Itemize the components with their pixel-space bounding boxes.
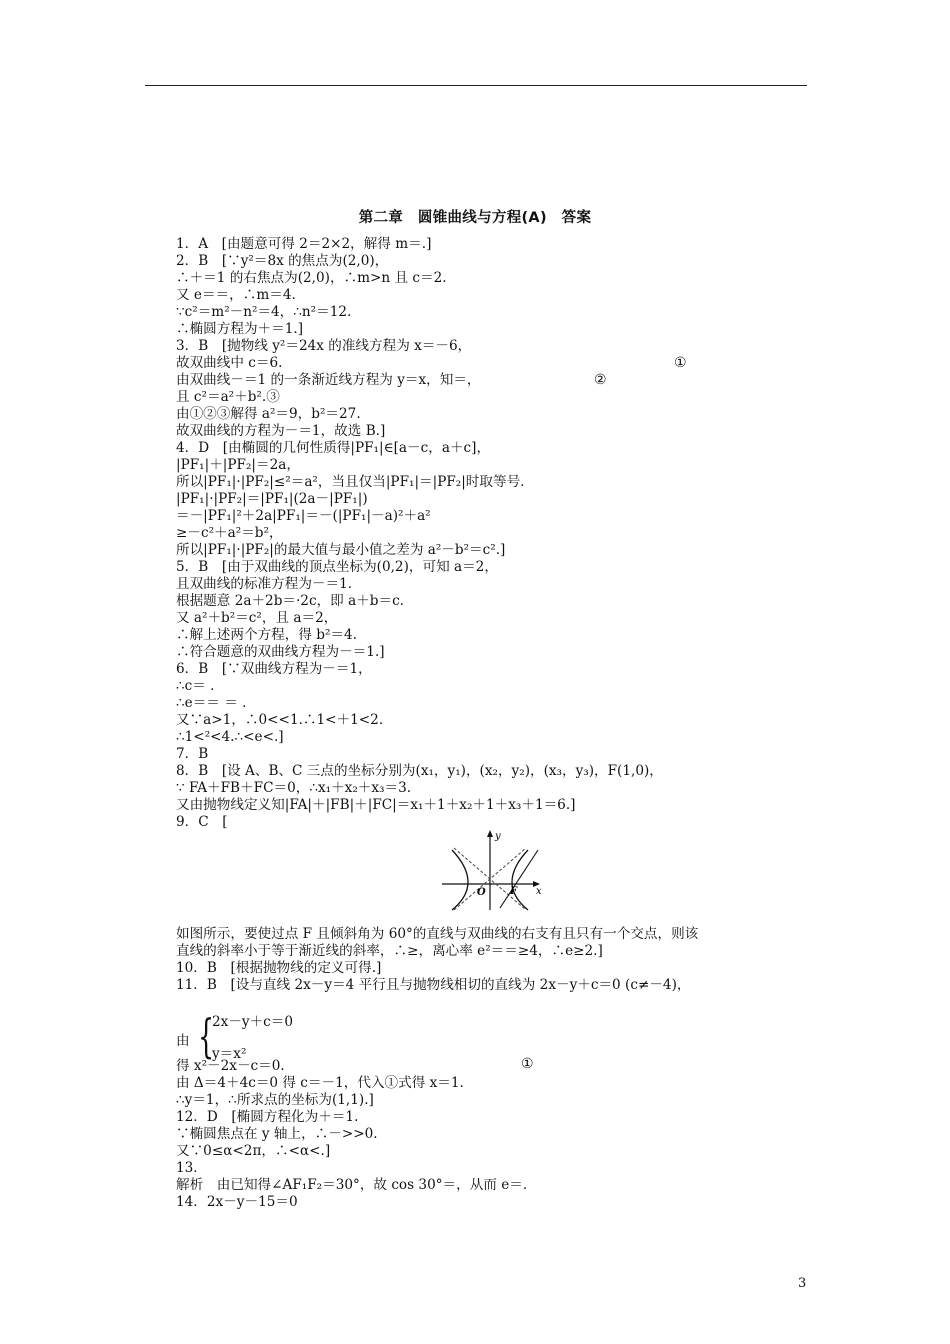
- answer-line: 所以|PF₁|·|PF₂|的最大值与最小值之差为 a²－b²＝c².]: [176, 542, 506, 558]
- equation-tag: ①: [521, 1056, 534, 1072]
- y-axis-arrow: [487, 830, 493, 837]
- answer-line: 10．B [根据抛物线的定义可得.]: [176, 960, 382, 976]
- equation-tag: ②: [594, 372, 607, 388]
- origin-label: O: [477, 887, 486, 898]
- answer-line: 又∵0≤α<2π，∴<α<.]: [176, 1143, 331, 1159]
- answer-line: 2．B [∵y²＝8x 的焦点为(2,0)，: [176, 253, 389, 269]
- answer-line: ∵c²＝m²－n²＝4，∴n²＝12.: [176, 304, 352, 320]
- answer-line: 由①②③解得 a²＝9，b²＝27.: [176, 406, 361, 422]
- answer-line: 3．B [抛物线 y²＝24x 的准线方程为 x＝－6，: [176, 338, 472, 354]
- answer-line: 12．D [椭圆方程化为＋＝1.: [176, 1109, 359, 1125]
- answer-line: 11．B [设与直线 2x－y＝4 平行且与抛物线相切的直线为 2x－y＋c＝0 (c≠－4)，: [176, 977, 691, 993]
- answer-line: 8．B [设 A、B、C 三点的坐标分别为(x₁，y₁)，(x₂，y₂)，(x₃，y₃)，F(1,0)，: [176, 763, 663, 779]
- answer-line: 根据题意 2a＋2b＝·2c，即 a＋b＝c.: [176, 593, 405, 609]
- answer-line: ∴符合题意的双曲线方程为－＝1.]: [176, 644, 385, 660]
- system-equation-1: 2x－y＋c＝0: [212, 1014, 294, 1030]
- answer-line: 如图所示，要使过点 F 且倾斜角为 60°的直线与双曲线的右支有且只有一个交点，则该: [176, 926, 699, 942]
- answer-line: |PF₁|·|PF₂|＝|PF₁|(2a－|PF₁|): [176, 491, 368, 507]
- answer-line: 得 x²－2x－c＝0.: [176, 1058, 285, 1074]
- system-prefix: 由: [176, 1033, 190, 1049]
- answer-line: 又 a²＋b²＝c²，且 a＝2，: [176, 610, 338, 626]
- answer-line: 5．B [由于双曲线的顶点坐标为(0,2)，可知 a＝2，: [176, 559, 498, 575]
- answer-line: 6．B [∵双曲线方程为－＝1，: [176, 661, 372, 677]
- answer-line: 7．B: [176, 746, 209, 762]
- answer-line: 4．D [由椭圆的几何性质得|PF₁|∈[a－c，a＋c]，: [176, 440, 491, 456]
- answer-line: 又由抛物线定义知|FA|＋|FB|＋|FC|＝x₁＋1＋x₂＋1＋x₃＋1＝6.]: [176, 797, 576, 813]
- answer-line: 直线的斜率小于等于渐近线的斜率，∴≥，离心率 e²＝＝≥4，∴e≥2.]: [176, 943, 603, 959]
- hyperbola-right-branch: [512, 850, 528, 910]
- answer-line: 1．A [由题意可得 2＝2×2，解得 m＝.]: [176, 236, 432, 252]
- answer-line: 14．2x－y－15＝0: [176, 1194, 298, 1210]
- page-title: 第二章 圆锥曲线与方程(A) 答案: [358, 210, 592, 226]
- hyperbola-left-branch: [452, 850, 468, 910]
- answer-line: ∵椭圆焦点在 y 轴上，∴－>>0.: [176, 1126, 378, 1142]
- answer-line: ∴解上述两个方程，得 b²＝4.: [176, 627, 357, 643]
- answer-line: 由双曲线－＝1 的一条渐近线方程为 y＝x，知＝，: [176, 372, 481, 388]
- answer-line: 13．: [176, 1160, 207, 1176]
- answer-line: 所以|PF₁|·|PF₂|≤²＝a²，当且仅当|PF₁|＝|PF₂|时取等号.: [176, 474, 525, 490]
- answer-line: 9．C [: [176, 814, 228, 830]
- system-equation-2: y＝x²: [212, 1046, 247, 1062]
- answer-line: 又∵a>1，∴0<<1.∴1<＋1<2.: [176, 712, 384, 728]
- y-axis-label: y: [495, 831, 501, 842]
- answer-line: 由 Δ＝4＋4c＝0 得 c＝－1，代入①式得 x＝1.: [176, 1075, 464, 1091]
- answer-line: ∴＋＝1 的右焦点为(2,0)，∴m>n 且 c＝2.: [176, 270, 447, 286]
- equation-tag: ①: [674, 355, 687, 371]
- answer-line: ∴椭圆方程为＋＝1.]: [176, 321, 304, 337]
- answer-line: ∴c＝ .: [176, 678, 215, 694]
- focus-label: F: [510, 886, 518, 897]
- answer-line: 且 c²＝a²＋b².③: [176, 389, 280, 405]
- page-number: 3: [798, 1276, 807, 1291]
- answer-line: ≥－c²＋a²＝b²，: [176, 525, 283, 541]
- header-rule: [145, 85, 807, 86]
- left-brace: {: [198, 1009, 215, 1063]
- line-through-focus: [500, 850, 538, 908]
- answer-line: ＝－|PF₁|²＋2a|PF₁|＝－(|PF₁|－a)²＋a²: [176, 508, 431, 524]
- answer-line: |PF₁|＋|PF₂|＝2a，: [176, 457, 300, 473]
- hyperbola-figure: [440, 826, 544, 912]
- answer-line: ∵ FA＋FB＋FC＝0，∴x₁＋x₂＋x₃＝3.: [176, 780, 412, 796]
- answer-line: 故双曲线的方程为－＝1，故选 B.]: [176, 423, 386, 439]
- answer-line: 故双曲线中 c＝6.: [176, 355, 283, 371]
- answer-line: 解析 由已知得∠AF₁F₂＝30°，故 cos 30°＝，从而 e＝.: [176, 1177, 528, 1193]
- answer-line: ∴y＝1，∴所求点的坐标为(1,1).]: [176, 1092, 374, 1108]
- answer-line: ∴1<²<4.∴<e<.]: [176, 729, 284, 745]
- answer-line: ∴e＝＝ ＝ .: [176, 695, 247, 711]
- answer-line: 且双曲线的标准方程为－＝1.: [176, 576, 353, 592]
- answer-line: 又 e＝＝，∴m＝4.: [176, 287, 296, 303]
- x-axis-label: x: [536, 886, 542, 897]
